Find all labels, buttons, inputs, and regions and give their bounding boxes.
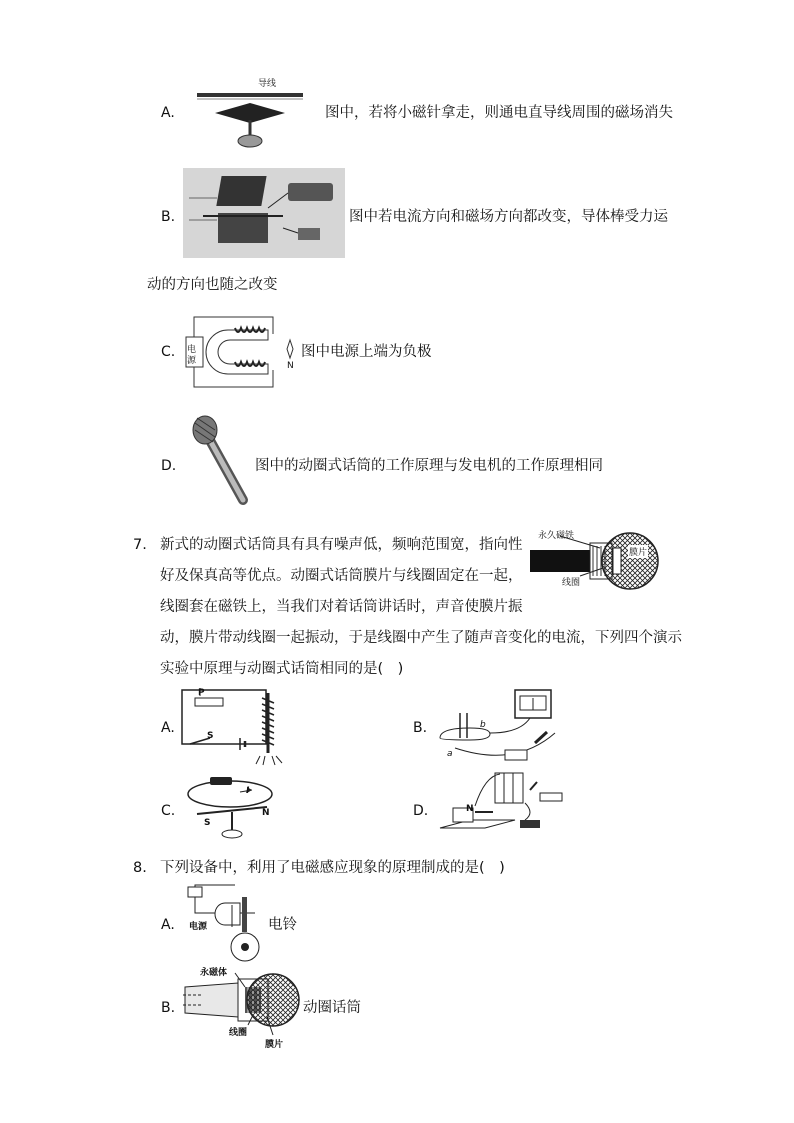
question-7-line-3: 线圈套在磁铁上，当我们对着话筒讲话时，声音使膜片振 (160, 599, 523, 615)
q8-option-b-label: B. (161, 1000, 176, 1016)
microphone-image (185, 415, 255, 505)
terminal-a-label: a (447, 749, 453, 759)
q7-option-b-label: B. (413, 720, 428, 736)
option-d-label: D. (161, 458, 177, 474)
compass-n-label: N (262, 808, 270, 818)
option-a-text: 图中，若将小磁针拿走，则通电直导线周围的磁场消失 (325, 105, 673, 121)
option-c-label: C. (161, 344, 176, 360)
q8-option-a-label: A. (161, 917, 175, 933)
coil-2-label: 线圈 (229, 1028, 248, 1038)
electromagnet-diagram (183, 312, 293, 392)
wire-compass-diagram (195, 75, 315, 155)
motor-circuit-diagram (435, 768, 585, 838)
q7-option-a-label: A. (161, 720, 175, 736)
question-7-line-1: 新式的动圈式话筒具有具有噪声低，频响范围宽，指向性 (160, 537, 523, 553)
rheostat-p-label: P (198, 688, 205, 698)
coil-label: 线圈 (562, 578, 581, 588)
q7-option-d-label: D. (413, 803, 429, 819)
permanent-magnet-2-label: 永磁体 (200, 968, 228, 978)
q7-option-c-label: C. (161, 803, 176, 819)
question-7-line-4: 动，膜片带动线圈一起振动，于是线圈中产生了随声音变化的电流，下列四个演示 (160, 630, 682, 646)
option-c-text: 图中电源上端为负极 (301, 344, 432, 360)
wire-label: 导线 (258, 79, 277, 89)
electromagnet-circuit-diagram (180, 688, 290, 768)
current-loop-compass-diagram (185, 772, 295, 842)
motor-experiment-photo (183, 168, 345, 258)
q8-option-a-caption: 电铃 (268, 917, 297, 933)
option-b-text: 图中若电流方向和磁场方向都改变，导体棒受力运 (349, 209, 668, 225)
option-a-label: A. (161, 105, 175, 121)
option-d-text: 图中的动圈式话筒的工作原理与发电机的工作原理相同 (255, 458, 603, 474)
compass-s-label: S (204, 818, 211, 828)
power-source-label: 电源 (187, 345, 197, 366)
switch-s-label: S (207, 731, 214, 741)
question-7-line-5: 实验中原理与动圈式话筒相同的是( ) (160, 661, 404, 677)
bell-power-label: 电源 (189, 922, 208, 932)
question-7-line-2: 好及保真高等优点。动圈式话筒膜片与线圈固定在一起， (160, 568, 523, 584)
galvanometer-circuit-diagram (435, 688, 575, 768)
option-b-text-continued: 动的方向也随之改变 (147, 277, 278, 293)
question-7-number: 7. (133, 537, 147, 553)
terminal-b-label: b (480, 720, 486, 730)
question-8-stem: 下列设备中，利用了电磁感应现象的原理制成的是( ) (160, 860, 505, 876)
option-b-label: B. (161, 209, 176, 225)
question-8-number: 8. (133, 860, 147, 876)
permanent-magnet-label: 永久磁铁 (538, 531, 575, 541)
membrane-2-label: 膜片 (265, 1040, 284, 1050)
needle-n-label: N (287, 361, 294, 371)
magnet-n-label: N (466, 804, 474, 814)
membrane-label: 膜片 (628, 545, 648, 558)
q8-option-b-caption: 动圈话筒 (303, 1000, 361, 1016)
current-i-label: I (246, 786, 250, 796)
